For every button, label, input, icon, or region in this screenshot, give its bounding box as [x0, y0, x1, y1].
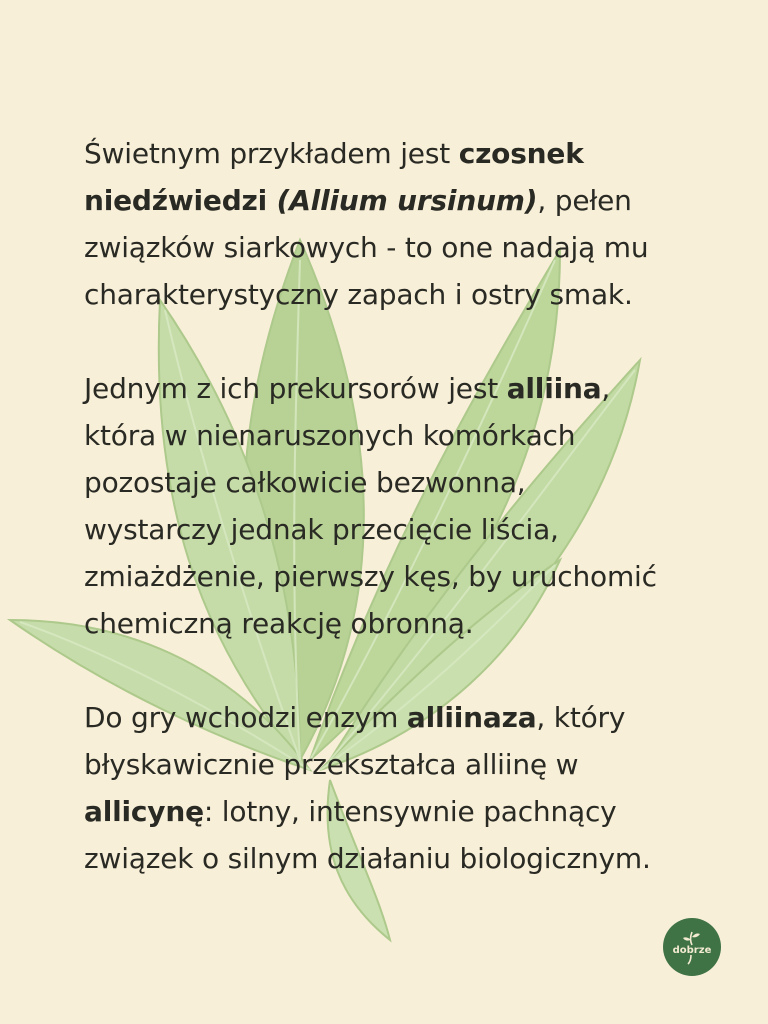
text-segment: pozostaje całkowicie bezwonna,: [84, 466, 526, 499]
text-line: [84, 271, 724, 318]
body-text: [84, 130, 724, 882]
text-segment: wystarczy jednak przecięcie liścia,: [84, 513, 559, 546]
sprout-logo-icon: [663, 918, 721, 976]
emphasized-term: alliinaza: [406, 701, 537, 734]
text-segment: chemiczną reakcję obronną.: [84, 607, 474, 640]
text-segment: charakterystyczny zapach i ostry smak.: [84, 278, 633, 311]
text-line: [84, 553, 724, 600]
text-segment: , który: [536, 701, 626, 734]
text-line: [84, 600, 724, 647]
text-segment: związków siarkowych - to one nadają mu: [84, 231, 649, 264]
text-line: [84, 788, 724, 835]
dobrze-logo: [663, 918, 721, 976]
text-line: [84, 835, 724, 882]
text-line: [84, 412, 724, 459]
emphasized-term: (Allium ursinum): [276, 184, 538, 217]
text-line: [84, 177, 724, 224]
text-segment: Jednym z ich prekursorów jest: [84, 372, 507, 405]
emphasized-term: niedźwiedzi: [84, 184, 277, 217]
text-segment: zmiażdżenie, pierwszy kęs, by uruchomić: [84, 560, 657, 593]
text-segment: błyskawicznie przekształca alliinę w: [84, 748, 579, 781]
emphasized-term: alliina: [506, 372, 602, 405]
logo-text: dobrze: [672, 945, 712, 956]
text-line: [84, 365, 724, 412]
text-line: [84, 694, 724, 741]
text-segment: : lotny, intensywnie pachnący: [203, 795, 617, 828]
text-segment: związek o silnym działaniu biologicznym.: [84, 842, 651, 875]
text-segment: która w nienaruszonych komórkach: [84, 419, 576, 452]
paragraph: [84, 130, 724, 318]
text-segment: Świetnym przykładem jest: [84, 137, 459, 170]
text-segment: Do gry wchodzi enzym: [84, 701, 407, 734]
emphasized-term: allicynę: [84, 795, 204, 828]
text-segment: , pełen: [537, 184, 632, 217]
emphasized-term: czosnek: [458, 137, 584, 170]
text-line: [84, 130, 724, 177]
text-line: [84, 741, 724, 788]
paragraph: [84, 365, 724, 647]
text-line: [84, 459, 724, 506]
text-line: [84, 506, 724, 553]
text-segment: ,: [601, 372, 611, 405]
text-line: [84, 224, 724, 271]
paragraph: [84, 694, 724, 882]
